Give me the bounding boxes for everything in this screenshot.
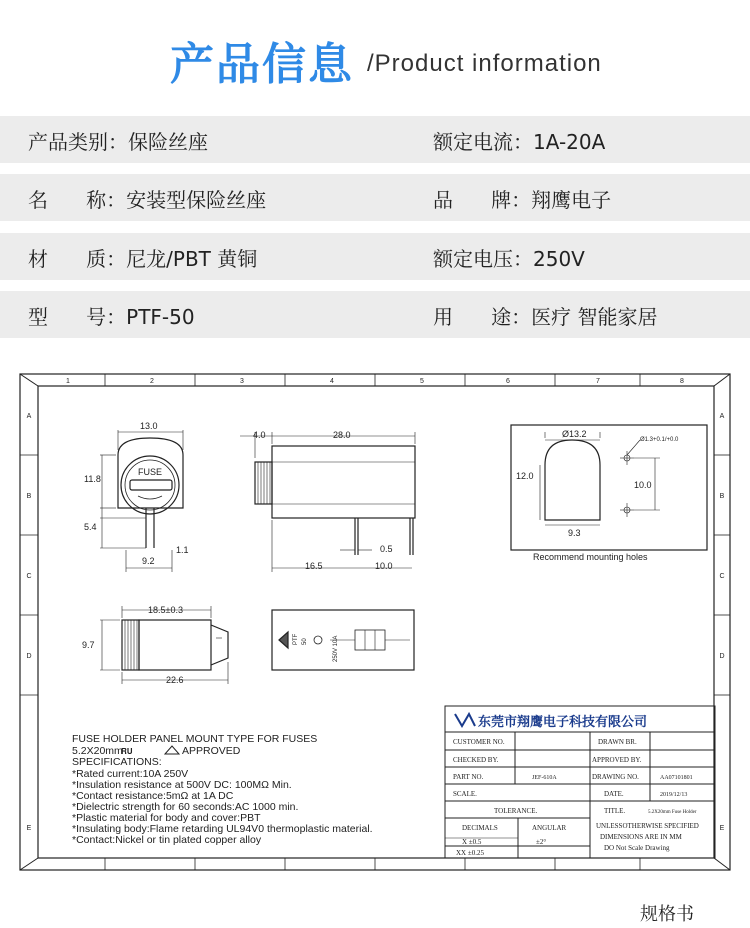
spec-usage: 用 途：医疗 智能家居 [433, 305, 658, 329]
tb-part-no: PART NO. [453, 773, 484, 781]
company-name: 东莞市翔鹰电子科技有限公司 [478, 715, 648, 730]
note-7: *Contact:Nickel or tin plated copper alloy [72, 834, 262, 846]
dim-12-0: 12.0 [516, 471, 534, 481]
spec-category: 产品类别：保险丝座 [28, 130, 208, 154]
grid-row-a: A [26, 413, 32, 420]
technical-drawing [0, 370, 750, 880]
note-3: *Contact resistance:5mΩ at 1A DC [72, 790, 234, 802]
spec-model: 型 号：PTF-50 [28, 305, 195, 329]
dim-dia-1-3: Ø1.3+0.1/+0.0 [640, 437, 679, 443]
tb-date: DATE. [604, 790, 624, 798]
spec-rated-voltage: 额定电压：250V [433, 247, 585, 271]
tb-customer-no: CUSTOMER NO. [453, 738, 505, 746]
grid-col-1: 1 [66, 378, 70, 385]
tb-ang-tol: ±2° [536, 838, 547, 846]
tb-unless-1: UNLESSOTHERWISE SPECIFIED [596, 822, 699, 830]
grid-col-6: 6 [506, 378, 510, 385]
grid-col-8: 8 [680, 378, 684, 385]
title-en: /Product information [367, 50, 602, 77]
tb-part-no-val: JEF-610A [532, 775, 557, 781]
spec-row-4 [0, 291, 750, 338]
dim-5-4: 5.4 [84, 522, 97, 532]
fuse-label: FUSE [137, 467, 163, 477]
tb-approved-by: APPROVED BY. [592, 756, 642, 764]
tb-date-val: 2019/12/13 [660, 792, 688, 798]
top-view-num: 50 [302, 638, 308, 645]
grid-col-2: 2 [150, 378, 154, 385]
note-6: *Insulating body:Flame retarding UL94V0 thermoplastic material. [72, 823, 373, 835]
dim-10-0: 10.0 [375, 561, 393, 571]
grid-row-c: C [26, 573, 32, 580]
grid-col-7: 7 [596, 378, 600, 385]
tb-x-tol: X ±0.5 [462, 838, 482, 846]
grid-row-e-right: E [719, 825, 725, 832]
grid-row-d: D [26, 653, 32, 660]
title-cn: 产品信息 [170, 39, 354, 90]
dim-9-2: 9.2 [142, 556, 155, 566]
dim-9-7: 9.7 [82, 640, 95, 650]
tb-decimals: DECIMALS [462, 824, 498, 832]
spec-row-2 [0, 174, 750, 221]
approved-label: APPROVED [182, 745, 241, 757]
tb-drawn-by: DRAWN BR. [598, 738, 637, 746]
grid-col-4: 4 [330, 378, 334, 385]
tb-title-val: 5.2X20mm Fuse Holder [648, 810, 697, 815]
grid-col-5: 5 [420, 378, 424, 385]
tb-tolerance: TOLERANCE. [494, 807, 538, 815]
tb-xx-tol: XX ±0.25 [456, 849, 484, 857]
notes-title: FUSE HOLDER PANEL MOUNT TYPE FOR FUSES [72, 733, 318, 745]
note-5: *Plastic material for body and cover:PBT [72, 812, 261, 824]
dim-22-6: 22.6 [166, 675, 184, 685]
tb-title: TITLE. [604, 807, 626, 815]
tb-unless-3: DO Not Scale Drawing [604, 844, 670, 852]
grid-col-3: 3 [240, 378, 244, 385]
grid-row-d-right: D [719, 653, 725, 660]
mount-caption: Recommend mounting holes [533, 552, 648, 562]
tb-drawing-no-val: AA07101801 [660, 775, 693, 781]
ul-mark-icon: 𝐑𝐔 [121, 747, 133, 756]
spec-row-1 [0, 116, 750, 163]
dim-16-5: 16.5 [305, 561, 323, 571]
dim-11-8: 11.8 [84, 474, 101, 484]
spec-row-3 [0, 233, 750, 280]
note-2: *Insulation resistance at 500V DC: 100MΩ Min. [72, 779, 292, 791]
tb-checked-by: CHECKED BY. [453, 756, 499, 764]
top-view-rating: 250V 10A [333, 635, 339, 662]
spec-material: 材 质：尼龙/PBT 黄铜 [28, 247, 258, 271]
spec-rated-current: 额定电流：1A-20A [433, 130, 606, 154]
dim-28-0: 28.0 [333, 430, 351, 440]
grid-row-a-right: A [719, 413, 725, 420]
dim-0-5: 0.5 [380, 544, 393, 554]
dim-13: 13.0 [140, 421, 158, 431]
dim-1-1: 1.1 [176, 545, 189, 555]
top-view-ptf: PTF [293, 633, 299, 645]
notes-spec-header: SPECIFICATIONS: [72, 756, 162, 768]
note-1: *Rated current:10A 250V [72, 768, 189, 780]
dim-4-0: 4.0 [253, 430, 266, 440]
dim-9-3: 9.3 [568, 528, 581, 538]
tb-angular: ANGULAR [532, 824, 567, 832]
dim-18-5: 18.5±0.3 [148, 605, 183, 615]
grid-row-b: B [26, 493, 32, 500]
dim-10-0-b: 10.0 [634, 480, 652, 490]
grid-row-c-right: C [719, 573, 725, 580]
notes-size: 5.2X20mm [72, 745, 123, 757]
page-header [0, 0, 750, 100]
tb-scale: SCALE. [453, 790, 477, 798]
spec-brand: 品 牌：翔鹰电子 [433, 188, 612, 212]
grid-row-b-right: B [719, 493, 725, 500]
tb-unless-2: DIMENSIONS ARE IN MM [600, 833, 682, 841]
tb-drawing-no: DRAWING NO. [592, 773, 639, 781]
note-4: *Dielectric strength for 60 seconds:AC 1000 min. [72, 801, 299, 813]
dim-dia-13-2: Ø13.2 [562, 429, 587, 439]
grid-row-e: E [26, 825, 32, 832]
spec-name: 名 称：安装型保险丝座 [28, 188, 267, 212]
footer-label: 规格书 [640, 904, 694, 925]
